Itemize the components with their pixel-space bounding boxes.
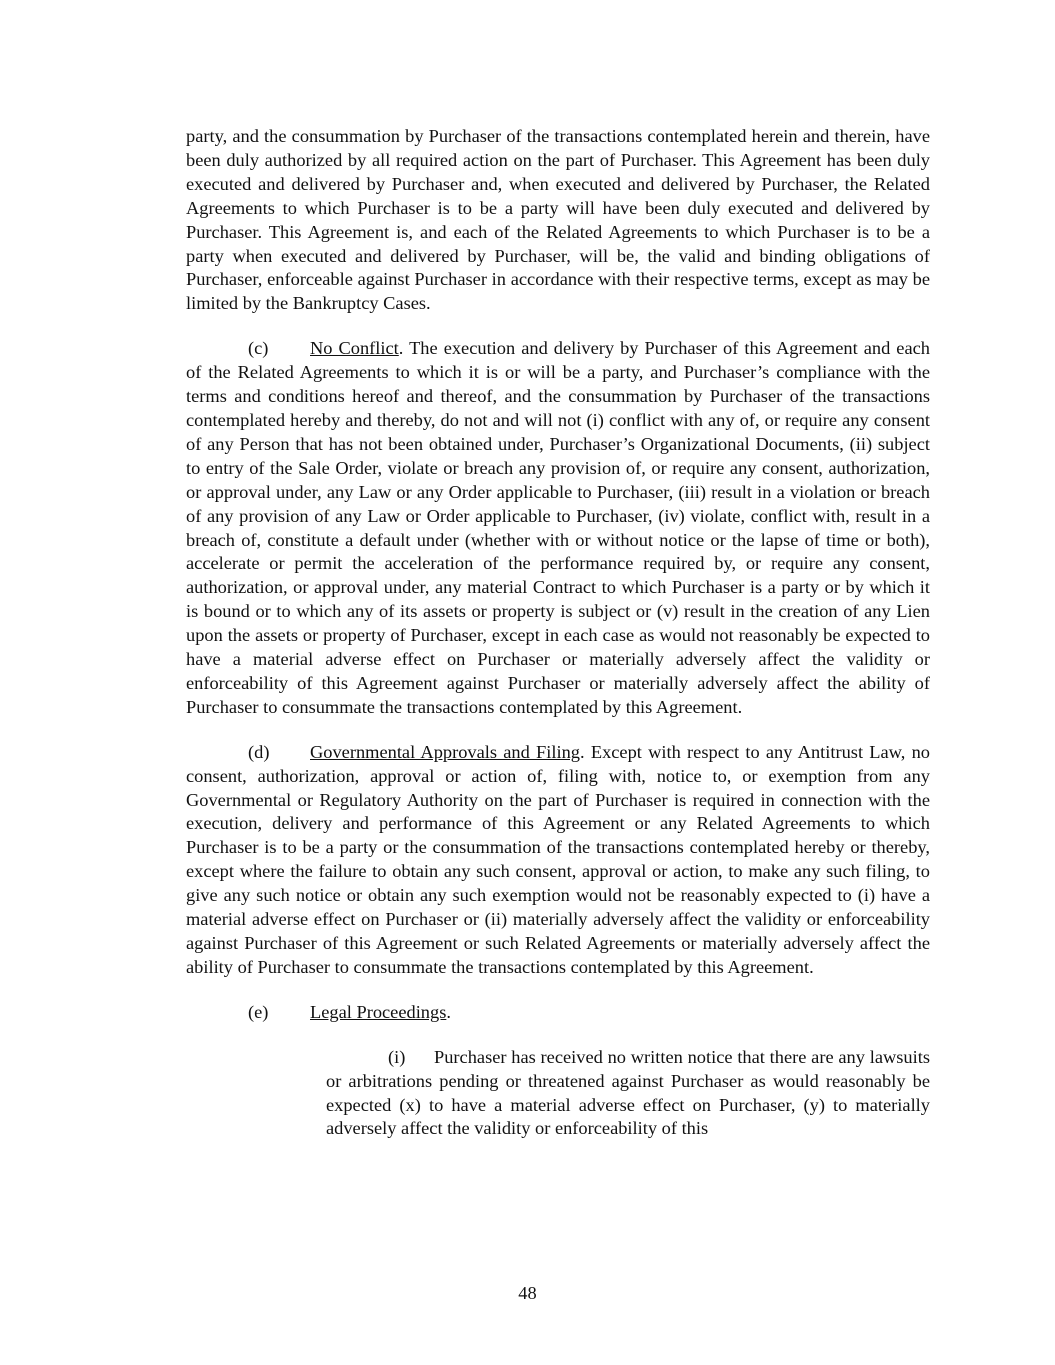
section-e-heading: Legal Proceedings xyxy=(310,1001,447,1022)
section-e-legal-proceedings xyxy=(186,1001,930,1025)
section-e-sub-i-body: Purchaser has received no written notice that there are any lawsuits or arbitrations pending or threatened against Purchaser as would reasonably be expected (x) to have a material adverse effect on Purchaser, (y) to materially adversely affect the validity or enforceability of this xyxy=(326,1046,930,1139)
section-e-sub-i xyxy=(186,1046,930,1142)
section-c-heading: No Conflict xyxy=(310,338,399,359)
section-c-body: . The execution and delivery by Purchaser of this Agreement and each of the Related Agreements to which it is or will be a party, and Purchaser’s compliance with the terms and conditions hereof and thereof, and the consummation by Purchaser of the transactions contemplated hereby and thereby, do not and will not (i) conflict with any of, or require any consent of any Person that has not been obtained under, Purchaser’s Organizational Documents, (ii) subject to entry of the Sale Order, violate or breach any provision of, or require any consent, authorization, or approval under, any Law or any Order applicable to Purchaser, (iii) result in a violation or breach of any provision of any Law or Order applicable to Purchaser, (iv) violate, conflict with, result in a breach of, constitute a default under (whether with or without notice or the lapse of time or both), accelerate or permit the acceleration of the performance required by, or require any consent, authorization, or approval under, any material Contract to which Purchaser is a party or by which it is bound or to which any of its assets or property is subject or (v) result in the creation of any Lien upon the assets or property of Purchaser, except in each case as would not reasonably be expected to have a material adverse effect on Purchaser or materially adversely affect the validity or enforceability of this Agreement against Purchaser or materially adversely affect the ability of Purchaser to consummate the transactions contemplated by this Agreement. xyxy=(186,338,930,717)
paragraph-continuation-text: party, and the consummation by Purchaser of the transactions contemplated herein and therein, have been duly authorized by all required action on the part of Purchaser. This Agreement has been duly executed and delivered by Purchaser and, when executed and delivered by Purchaser, the Related Agreements to which Purchaser is to be a party will have been duly executed and delivered by Purchaser. This Agreement is, and each of the Related Agreements to which Purchaser is to be a party when executed and delivered by Purchaser, will be, the valid and binding obligations of Purchaser, enforceable against Purchaser in accordance with their respective terms, except as may be limited by the Bankruptcy Cases. xyxy=(186,126,930,314)
section-d-body: . Except with respect to any Antitrust Law, no consent, authorization, approval or action of, filing with, notice to, or exemption from any Governmental or Regulatory Authority on the part of Purchaser is required in connection with the execution, delivery and performance of this Agreement or any Related Agreements to which Purchaser is to be a party or the consummation of the transactions contemplated hereby or thereby, except where the failure to obtain any such consent, approval or action, to make any such filing, to give any such notice or obtain any such exemption would not be reasonably expected to (i) have a material adverse effect on Purchaser or (ii) materially adversely affect the validity or enforceability against Purchaser of this Agreement or such Related Agreements or materially adversely affect the ability of Purchaser to consummate the transactions contemplated by this Agreement. xyxy=(186,741,930,977)
paragraph-continuation xyxy=(186,125,930,316)
section-d-marker: (d) xyxy=(248,741,270,762)
section-d-governmental-approvals xyxy=(186,741,930,980)
page-number: 48 xyxy=(518,1283,537,1303)
section-e-period: . xyxy=(446,1001,451,1022)
document-page xyxy=(186,125,930,1141)
section-c-no-conflict xyxy=(186,337,930,720)
section-c-marker: (c) xyxy=(248,338,269,359)
section-e-marker: (e) xyxy=(248,1001,269,1022)
section-d-heading: Governmental Approvals and Filing xyxy=(310,741,580,762)
section-e-sub-i-marker: (i) xyxy=(388,1046,406,1067)
